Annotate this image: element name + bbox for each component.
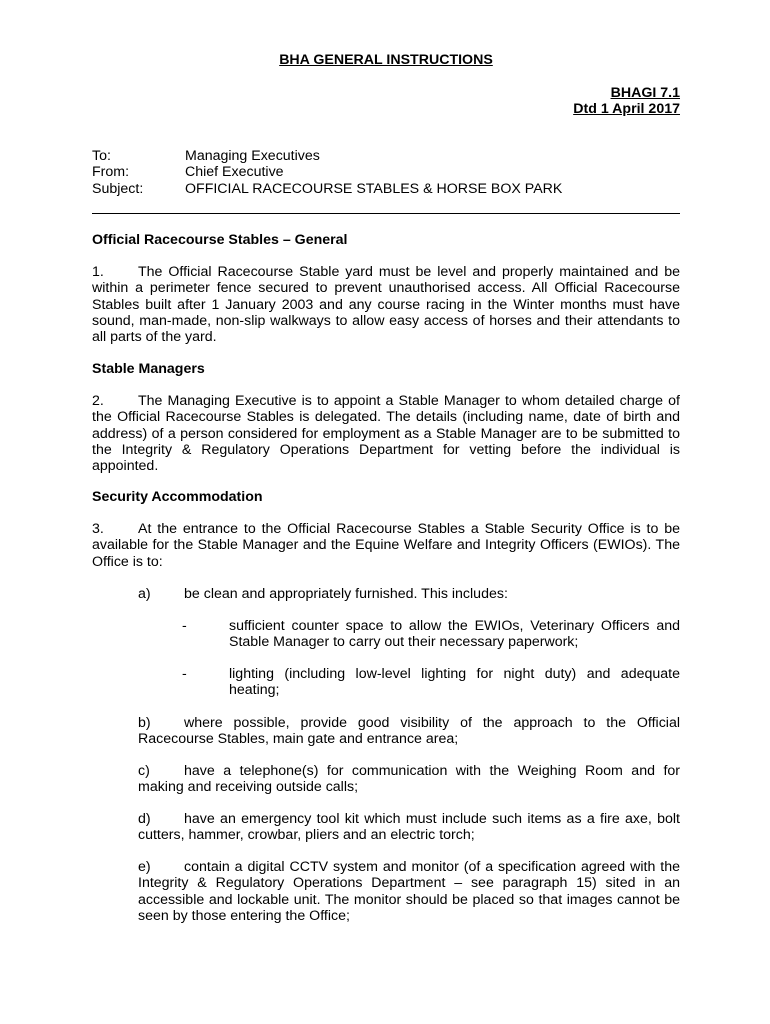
paragraph-text: The Official Racecourse Stable yard must be level and properly maintained and be within a perimeter fence secured to prevent unauthorised access. All Official Racecourse Stables built after 1 January 2003 and any course racing in the Winter months must have sound, man-made, non-slip walkways to allow easy access of horses and their attendants to all parts of the yard.: [92, 264, 680, 346]
paragraph-3: [92, 521, 680, 570]
section-heading-stable-managers: Stable Managers: [92, 361, 205, 377]
section-heading-general: Official Racecourse Stables – General: [92, 232, 348, 248]
paragraph-number: 1.: [92, 264, 104, 280]
memo-subject-value: OFFICIAL RACECOURSE STABLES & HORSE BOX PARK: [185, 180, 563, 197]
document-date: Dtd 1 April 2017: [573, 101, 680, 118]
memo-from-row: [92, 164, 562, 180]
list-item-d: [138, 811, 680, 844]
list-item-label: c): [138, 763, 150, 779]
list-item-e: [138, 859, 680, 924]
paragraph-number: 2.: [92, 393, 104, 409]
list-item-label: d): [138, 811, 151, 827]
memo-to-label: To:: [92, 148, 111, 164]
memo-header: [92, 148, 562, 197]
list-item-label: b): [138, 715, 151, 731]
bullet-dash: -: [182, 666, 187, 682]
memo-to-row: [92, 148, 562, 164]
memo-from-label: From:: [92, 164, 130, 181]
paragraph-text: At the entrance to the Official Racecourse Stables a Stable Security Office is to be available for the Stable Manager and the Equine Welfare and Integrity Officers (EWIOs). The Office is to:: [92, 521, 680, 570]
paragraph-2: [92, 393, 680, 474]
section-heading-security: Security Accommodation: [92, 489, 263, 505]
list-item-label: a): [138, 586, 151, 602]
bullet-text: lighting (including low-level lighting for night duty) and adequate heating;: [229, 666, 680, 699]
list-item-label: e): [138, 859, 151, 875]
memo-subject-row: [92, 181, 562, 197]
list-item-a: [92, 586, 680, 602]
memo-to-value: Managing Executives: [185, 148, 320, 164]
bullet-item-2: [92, 666, 680, 699]
memo-from-value: Chief Executive: [185, 164, 284, 181]
bullet-dash: -: [182, 618, 187, 634]
list-item-text: be clean and appropriately furnished. This includes:: [184, 586, 508, 602]
paragraph-1: [92, 264, 680, 345]
paragraph-text: The Managing Executive is to appoint a Stable Manager to whom detailed charge of the Official Racecourse Stables is delegated. The details (including name, date of birth and address) of a person considered for employment as a Stable Manager are to be submitted to the Integrity & Regulatory Operations Department for vetting before the individual is appointed.: [92, 393, 680, 475]
list-item-c: [138, 763, 680, 796]
document-reference: BHAGI 7.1: [610, 85, 680, 101]
document-title: BHA GENERAL INSTRUCTIONS: [279, 52, 493, 68]
list-item-text: have a telephone(s) for communication with the Weighing Room and for making and receiving outside calls;: [138, 763, 680, 796]
memo-subject-label: Subject:: [92, 180, 144, 197]
header-divider: [92, 213, 680, 214]
list-item-text: where possible, provide good visibility of the approach to the Official Racecourse Stables, main gate and entrance area;: [138, 715, 680, 748]
paragraph-number: 3.: [92, 521, 104, 537]
list-item-text: have an emergency tool kit which must include such items as a fire axe, bolt cutters, hammer, crowbar, pliers and an electric torch;: [138, 811, 680, 844]
list-item-text: contain a digital CCTV system and monitor (of a specification agreed with the Integrity & Regulatory Operations Department – see paragraph 15) sited in an accessible and lockable unit. The monitor should be placed so that images cannot be seen by those entering the Office;: [138, 859, 680, 924]
list-item-b: [138, 715, 680, 748]
document-reference-block: [573, 85, 680, 118]
bullet-item-1: [92, 618, 680, 651]
bullet-text: sufficient counter space to allow the EWIOs, Veterinary Officers and Stable Manager to carry out their necessary paperwork;: [229, 618, 680, 651]
